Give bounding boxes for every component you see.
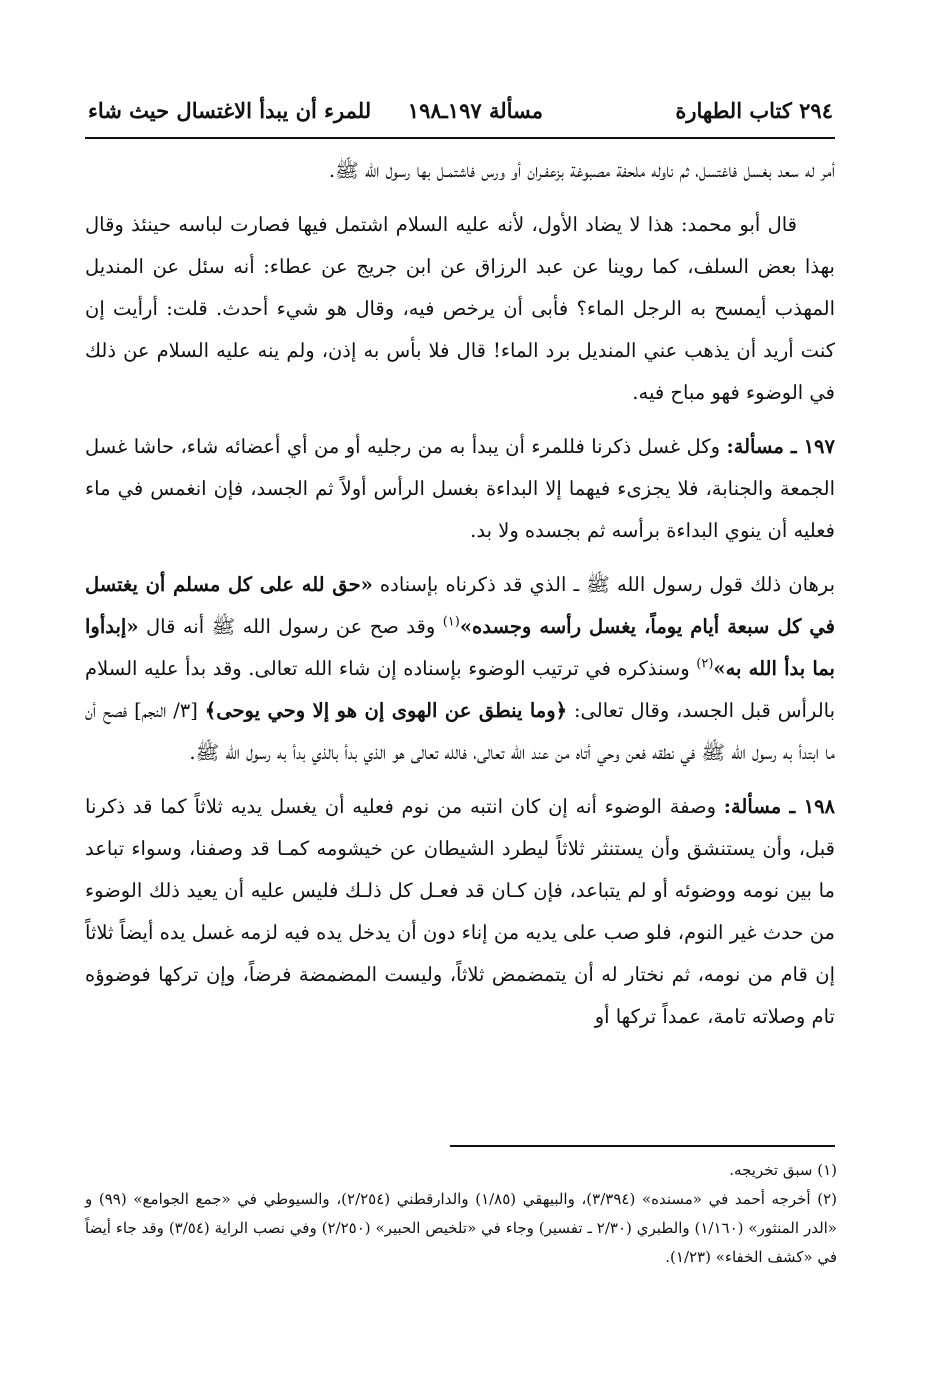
footnote-2: (٢) أخرجه أحمد في «مسنده» (٣/٣٩٤)، والبيهقي (١/٨٥) والدارقطني (٢/٢٥٤)، والسيوطي في «جمع الجوامع» (٩٩) و «الدر المنثور» (١/١٦٠) والطبري (٢/٣٠ ـ تفسير) وجاء في «تلخيص الحبير» (٢/٢٥٠) وفي نصب الراية (٣/٥٤) وقد جاء أيضاً في «كشف الخفاء» (١/٢٣). bbox=[85, 1190, 838, 1266]
header-divider bbox=[85, 137, 835, 139]
issue-197-text: وكل غسل ذكرنا فللمرء أن يبدأ به من رجليه أو من أي أعضائه شاء، حاشا غسل الجمعة والجنابة، فلا يجزىء فيهما إلا البداءة بغسل الرأس أولاً ثم الجسد، فإن انغمس في ماء فعليه أن ينوي البداءة برأسه ثم بجسده ولا بد. bbox=[85, 435, 835, 542]
paragraph-abu-muhammad: قال أبو محمد: هذا لا يضاد الأول، لأنه عليه السلام اشتمل فيها فصارت لباسه حينئذ وقال بهذا بعض السلف، كما روينا عن عبد الرزاق عن ابن جريج عن عطاء: أنه سئل عن المنديل المهذب أيمسح به الرجل الماء؟ فأبى أن يرخص فيه، وقال هو شيء أحدث. قلت: أرأيت إن كنت أريد أن يذهب عني المنديل برد الماء! قال فلا بأس به إذن، ولم ينه عليه السلام عن ذلك في الوضوء فهو مباح فيه. bbox=[85, 213, 835, 404]
proof-intro: برهان ذلك قول رسول الله ﷺ ـ الذي قد ذكرناه بإسناده bbox=[372, 573, 835, 596]
issue-number-range: مسألة ١٩٧ـ١٩٨ bbox=[407, 98, 543, 123]
footnote-1: (١) سبق تخريجه. bbox=[729, 1161, 837, 1179]
footnote-ref-1[interactable]: (١) bbox=[442, 614, 460, 630]
paragraph-issue-198 bbox=[85, 786, 835, 1038]
proof-conclusion: [٣/ النجم] فصح أن ما ابتدأ به رسول الله ﷺ في نطقه فعن وحي أتاه من عند الله تعالى، فالله تعالى هو الذي بدأ بالذي بدأ به رسول الله ﷺ. bbox=[85, 699, 835, 764]
running-header bbox=[88, 98, 833, 138]
issue-198-text: وصفة الوضوء أنه إن كان انتبه من نوم فعليه أن يغسل يديه ثلاثاً كما قد ذكرنا قبل، وأن يستنشق وأن يستنثر ثلاثاً ليطرد الشيطان عن خيشومه كمـا قد وصفنا، وسواء تباعد ما بين نومه ووضوئه أو لم يتباعد، فإن كـان قد فعـل كل ذلـك فليس عليه أن يعيد ذلك الوضوء من حدث غير النوم، فلو صب على يديه من إناء دون أن يدخل يده فيه لزمه غسل يده أيضاً ثلاثاً إن قام من نومه، ثم نختار له أن يتمضمض ثلاثاً، وليست المضمضة فرضاً، وإن تركها فوضوؤه تام وصلاته تامة، عمداً تركها أو bbox=[85, 795, 835, 1028]
chapter-topic: للمرء أن يبدأ الاغتسال حيث شاء bbox=[88, 98, 372, 123]
footnote-divider bbox=[450, 1145, 835, 1147]
hadith-quote-1: «حق لله على كل مسلم أن يغتسل في كل سبعة أيام يوماً، يغسل رأسه وجسده» bbox=[85, 573, 835, 638]
issue-198-label: ١٩٨ ـ مسألة: bbox=[723, 795, 836, 818]
footnote-ref-2[interactable]: (٢) bbox=[696, 656, 714, 672]
proof-continuation: وقد صح عن رسول الله ﷺ أنه قال bbox=[138, 615, 443, 638]
paragraph-continuation: أمر له سعد بغسل فاغتسل، ثم ناوله ملحفة مصبوغة بزعفـران أو ورس فاشتمـل بها رسول الله ﷺ. bbox=[328, 159, 835, 182]
hadith-quote-2: «إبدأوا بما بدأ الله به» bbox=[85, 615, 835, 680]
paragraph-proof bbox=[85, 564, 835, 774]
footnotes bbox=[85, 1156, 837, 1272]
proof-continuation-2: وسنذكره في ترتيب الوضوء بإسناده إن شاء الله تعالى. وقد بدأ عليه السلام بالرأس قبل الجسد، وقال تعالى: bbox=[85, 657, 836, 722]
issue-197-label: ١٩٧ ـ مسألة: bbox=[726, 435, 835, 458]
page-number-and-book-title: ٢٩٤ كتاب الطهارة bbox=[675, 98, 833, 123]
paragraph-issue-197 bbox=[85, 426, 835, 552]
main-text bbox=[85, 150, 835, 1038]
quran-verse: ﴿وما ينطق عن الهوى إن هو إلا وحي يوحى﴾ bbox=[204, 699, 568, 722]
